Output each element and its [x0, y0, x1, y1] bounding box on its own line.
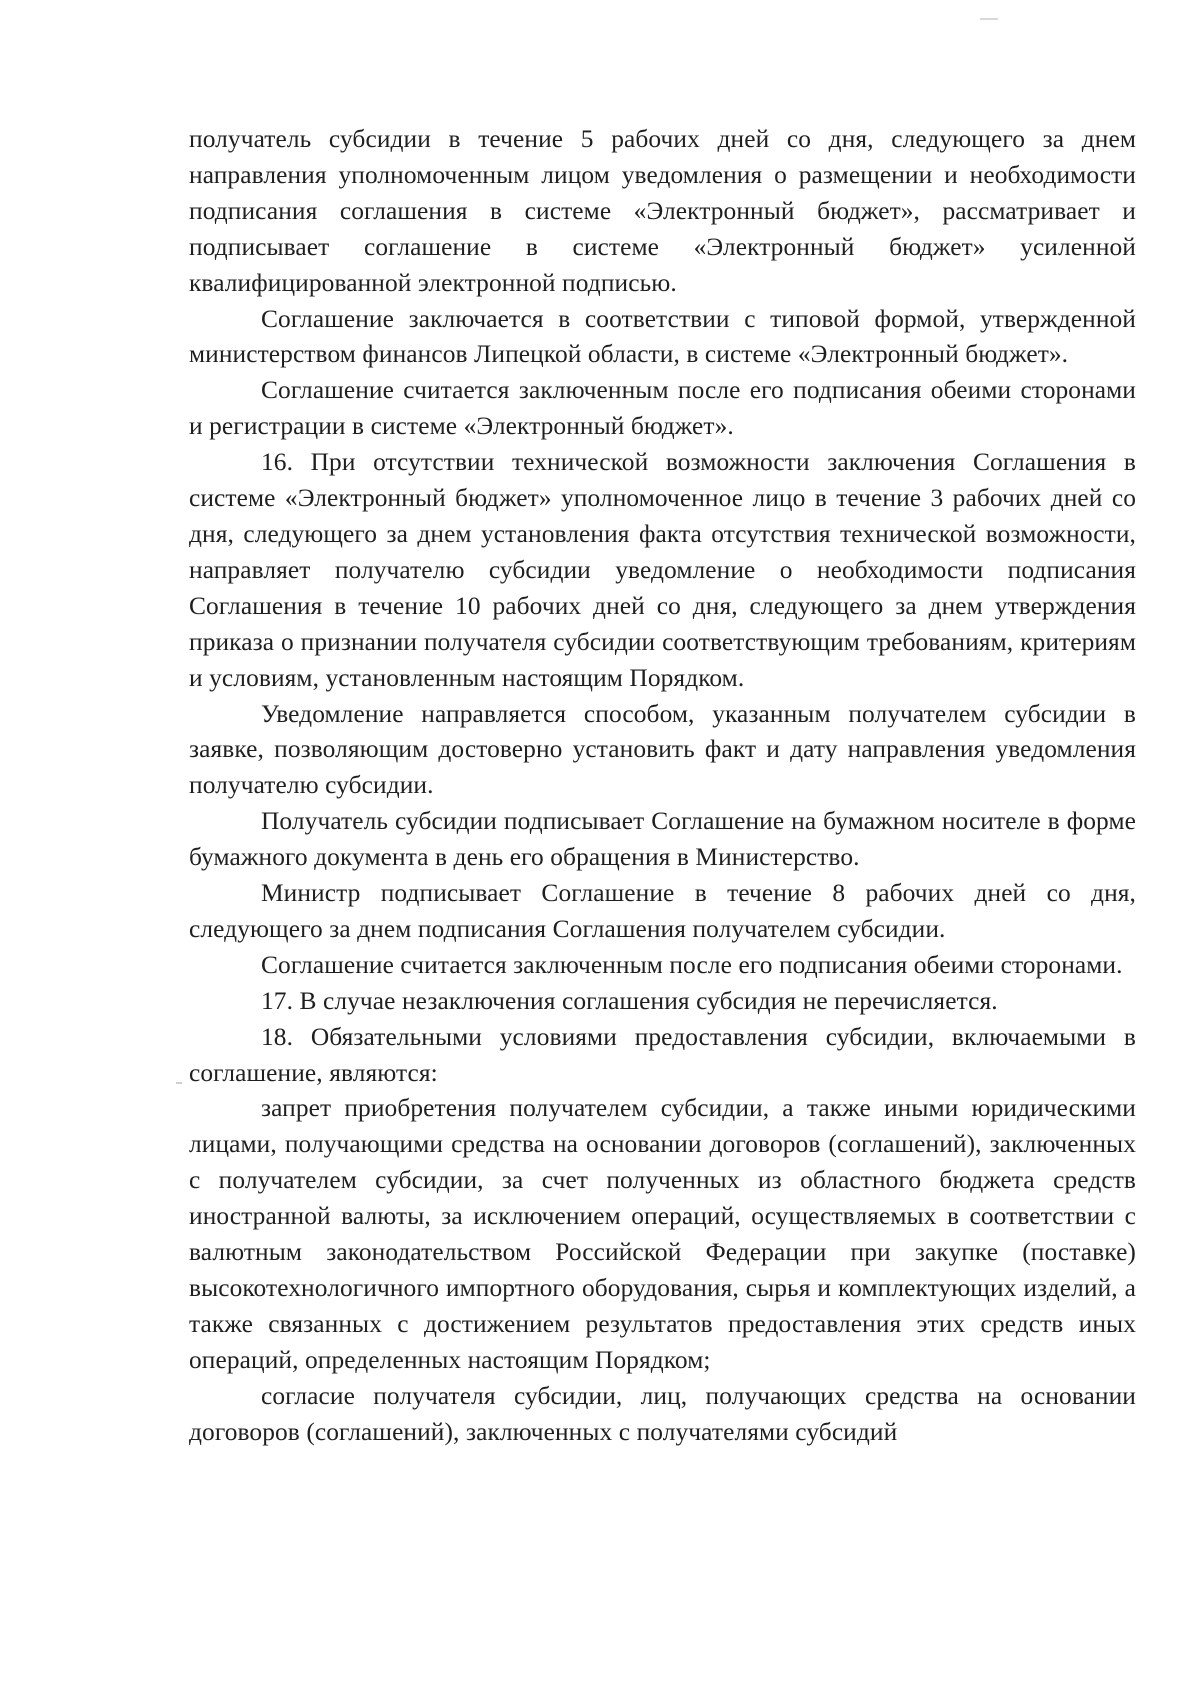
scan-mark — [980, 18, 998, 20]
paragraph-minister-signs: Министр подписывает Соглашение в течение 8 рабочих дней со дня, следующего за днем подписания Соглашения получателем субсидии. — [189, 879, 1136, 943]
document-body — [189, 122, 1136, 1451]
paragraph-agreement-concluded-both: Соглашение считается заключенным после его подписания обеими сторонами. — [261, 950, 1123, 979]
paragraph-agreement-form: Соглашение заключается в соответствии с типовой формой, утвержденной министерством финансов Липецкой области, в системе «Электронный бюджет». — [189, 304, 1136, 369]
paragraph-currency-ban: запрет приобретения получателем субсидии, а также иными юридическими лицами, получающими средства на основании договоров (соглашений), заключенных с получателем субсидии, за счет полученных из областного бюджета средств иностранной валюты, за исключением операций, осуществляемых в соответствии с валютным законодательством Российской Федерации при закупке (поставке) высокотехнологичного импортного оборудования, сырья и комплектующих изделий, а также связанных с достижением результатов предоставления этих средств иных операций, определенных настоящим Порядком; — [189, 1094, 1136, 1374]
paragraph-notification-method: Уведомление направляется способом, указанным получателем субсидии в заявке, позволяющим достоверно установить факт и дату направления уведомления получателю субсидии. — [189, 699, 1136, 800]
paragraph-item-17: 17. В случае незаключения соглашения субсидия не перечисляется. — [261, 986, 998, 1015]
paragraph-agreement-concluded: Соглашение считается заключенным после его подписания обеими сторонами и регистрации в системе «Электронный бюджет». — [189, 376, 1136, 441]
paragraph-paper-signing: Получатель субсидии подписывает Соглашение на бумажном носителе в форме бумажного документа в день его обращения в Министерство. — [189, 807, 1136, 872]
paragraph-recipient-consent: согласие получателя субсидии, лиц, получающих средства на основании договоров (соглашений), заключенных с получателями субсидий — [189, 1381, 1136, 1446]
paragraph-recipient-signs: получатель субсидии в течение 5 рабочих дней со дня, следующего за днем направления уполномоченным лицом уведомления о размещении и необходимости подписания соглашения в системе «Электронный бюджет», рассматривает и подписывает соглашение в системе «Электронный бюджет» усиленной квалифицированной электронной подписью. — [189, 125, 1136, 297]
paragraph-item-16: 16. При отсутствии технической возможности заключения Соглашения в системе «Электронный бюджет» уполномоченное лицо в течение 3 рабочих дней со дня, следующего за днем установления факта отсутствия технической возможности, направляет получателю субсидии уведомление о необходимости подписания Соглашения в течение 10 рабочих дней со дня, следующего за днем утверждения приказа о признании получателя субсидии соответствующим требованиям, критериям и условиям, установленным настоящим Порядком. — [189, 448, 1136, 692]
paragraph-item-18: 18. Обязательными условиями предоставления субсидии, включаемыми в соглашение, являются: — [189, 1022, 1136, 1087]
scan-mark — [176, 1082, 182, 1084]
